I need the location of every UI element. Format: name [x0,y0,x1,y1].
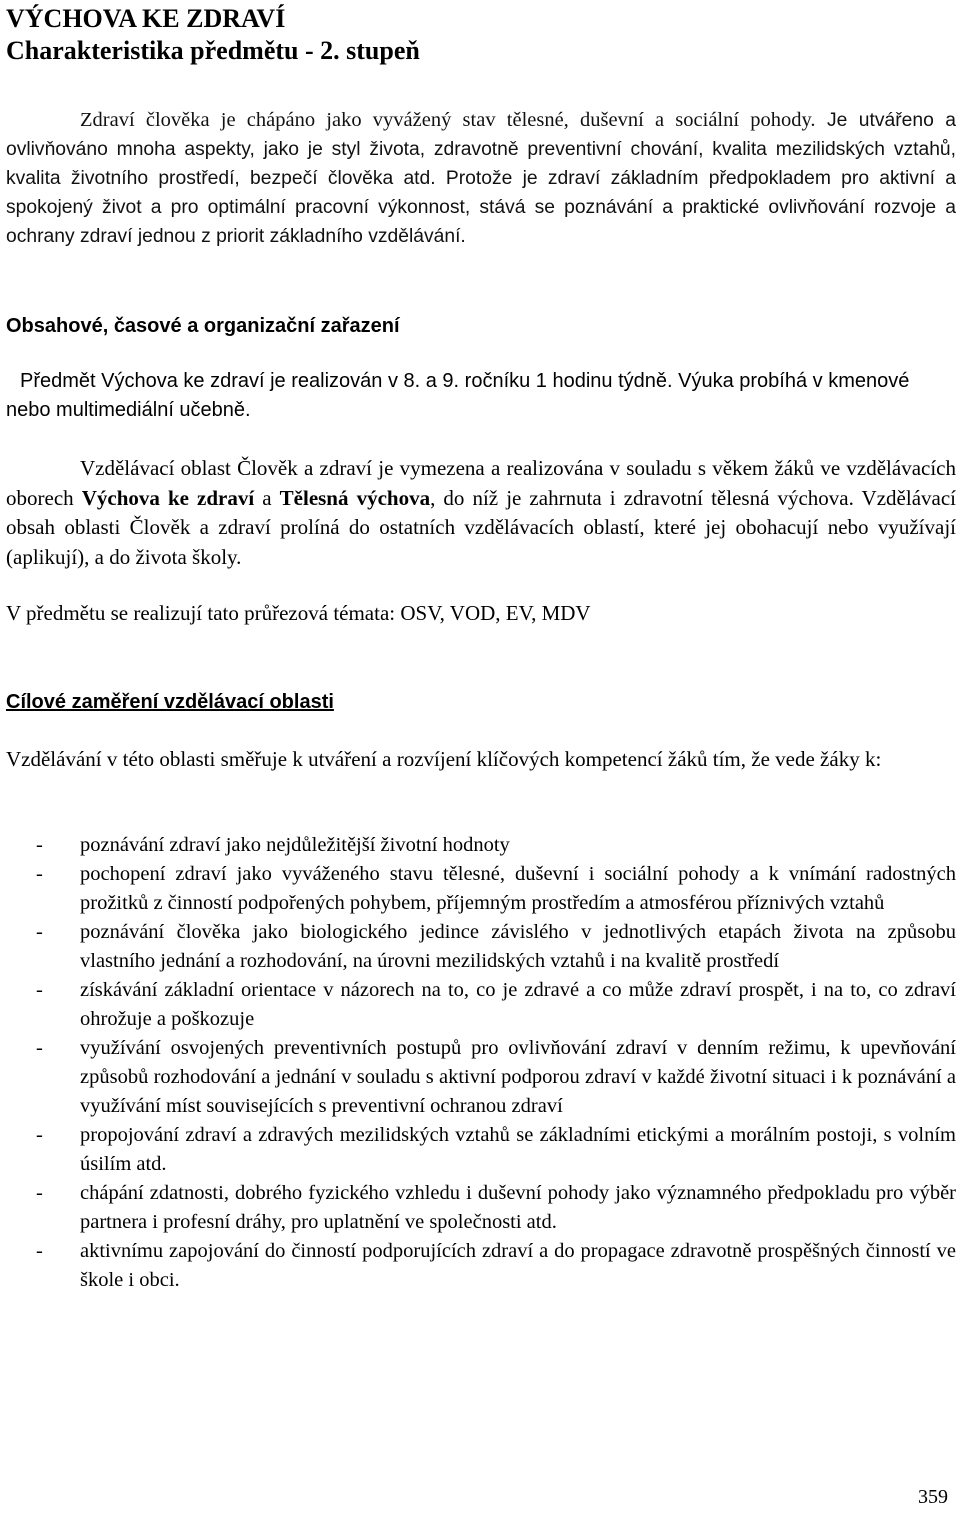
list-item-text: propojování zdraví a zdravých mezilidských vztahů se základními etickými a morálním postoji, s volním úsilím atd. [80,1124,956,1175]
goals-lead-paragraph: Vzdělávání v této oblasti směřuje k utváření a rozvíjení klíčových kompetencí žáků tím, že vede žáky k: [6,747,882,771]
oblast-text-1: Vzdělávací oblast Člověk a zdraví je vymezena a realizována v souladu s věkem žáků ve vzdělávacích oborech [6,456,956,510]
oblast-text-3: , do níž je zahrnuta i zdravotní tělesná výchova. Vzdělávací obsah oblasti Člověk a zdraví prolíná do ostatních vzdělávacích oblastí, které jej obohacují nebo využívají (aplikují), a do života školy. [6,485,956,569]
oblast-paragraph [6,454,956,572]
goals-list [6,831,956,1295]
cross-topics-line: V předmětu se realizují tato průřezová témata: OSV, VOD, EV, MDV [6,601,591,625]
list-dash: - [36,1124,43,1146]
list-item [6,1237,956,1295]
list-item-text: získávání základní orientace v názorech na to, co je zdravé a co může zdraví prospět, i na to, co zdraví ohrožuje a poškozuje [80,979,956,1030]
list-dash: - [36,1037,43,1059]
oblast-bold-vychova: Výchova ke zdraví [81,485,255,510]
list-dash: - [36,1240,43,1262]
list-dash: - [36,834,43,856]
intro-paragraph [6,106,956,251]
organization-paragraph: Předmět Výchova ke zdraví je realizován v 8. a 9. ročníku 1 hodinu týdně. Výuka probíhá v kmenové nebo multimediální učebně. [6,370,910,421]
list-item [6,1179,956,1237]
list-item [6,860,956,918]
section-heading-organization: Obsahové, časové a organizační zařazení [6,315,400,337]
list-item [6,918,956,976]
list-item-text: aktivnímu zapojování do činností podporujících zdraví a do propagace zdravotně prospěšných činností ve škole i obci. [80,1240,956,1291]
list-item-text: pochopení zdraví jako vyváženého stavu tělesné, duševní i sociální pohody a k vnímání radostných prožitků z činností podpořených pohybem, příjemným prostředím a atmosférou příznivých vztahů [80,863,956,914]
oblast-text-2: a [254,485,280,510]
list-item [6,1034,956,1121]
list-item-text: poznávání zdraví jako nejdůležitější životní hodnoty [80,834,510,856]
oblast-bold-telesna: Tělesná výchova [279,485,431,510]
list-item-text: poznávání člověka jako biologického jedince závislého v jednotlivých etapách života na způsobu vlastního jednání a rozhodování, na úrovni mezilidských vztahů i na kvalitě prostředí [80,921,956,972]
list-item-text: chápání zdatnosti, dobrého fyzického vzhledu i duševní pohody jako významného předpokladu pro výběr partnera i profesní dráhy, pro uplatnění ve společnosti atd. [80,1182,956,1233]
document-subtitle: Charakteristika předmětu - 2. stupeň [6,36,420,65]
list-item [6,831,956,860]
list-dash: - [36,979,43,1001]
document-title: VÝCHOVA KE ZDRAVÍ [6,4,286,33]
list-item [6,1121,956,1179]
intro-rest: Je utvářeno a ovlivňováno mnoha aspekty, jako je styl života, zdravotně preventivní chování, kvalita mezilidských vztahů, kvalita životního prostředí, bezpečí člověka atd. Protože je zdraví základním předpokladem pro aktivní a spokojený život a pro optimální pracovní výkonnost, stává se poznávání a praktické ovlivňování rozvoje a ochrany zdraví jednou z priorit základního vzdělávání. [6,110,956,247]
intro-first-sentence: Zdraví člověka je chápáno jako vyvážený stav tělesné, duševní a sociální pohody. [80,109,816,131]
section-heading-goals: Cílové zaměření vzdělávací oblasti [6,691,334,713]
list-dash: - [36,921,43,943]
list-dash: - [36,863,43,885]
list-item-text: využívání osvojených preventivních postupů pro ovlivňování zdraví v denním režimu, k upevňování způsobů rozhodování a jednání v souladu s aktivní podporou zdraví v každé životní situaci i k poznávání a využívání míst souvisejících s preventivní ochranou zdraví [80,1037,956,1117]
page-number: 359 [918,1486,948,1508]
list-dash: - [36,1182,43,1204]
list-item [6,976,956,1034]
